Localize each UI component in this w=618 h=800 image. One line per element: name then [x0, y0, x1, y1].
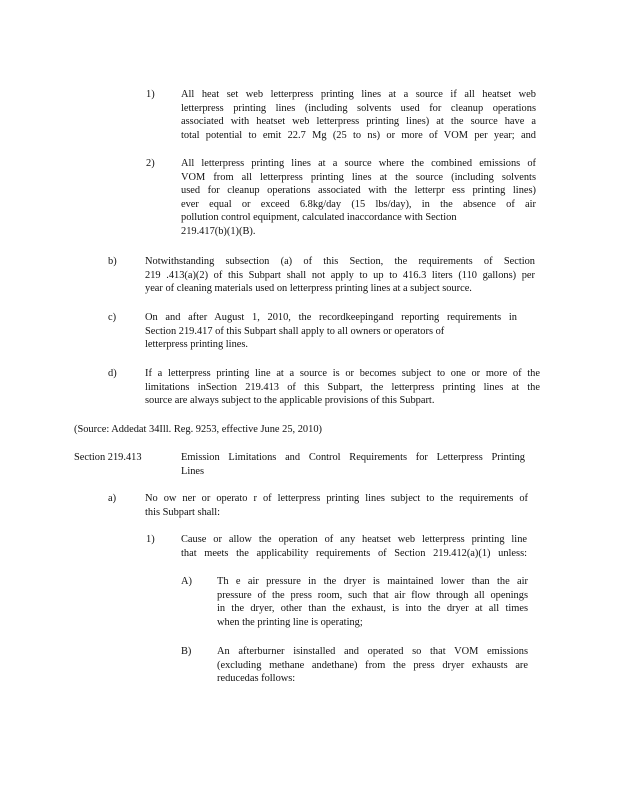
text-line: that meets the applicability requirements of Section 219.412(a)(1) unless:	[181, 547, 527, 559]
text-line: associated with heatset web letterpress printing lines) at the source have a	[181, 116, 536, 128]
subsection-c	[145, 311, 517, 352]
text-line: VOM from all letterpress printing lines at the source (including solvents	[181, 171, 536, 183]
subsection-d	[145, 367, 540, 408]
text-line: ever equal or exceed 6.8kg/day (15 lbs/day), in the absence of air	[181, 198, 536, 210]
paragraph-label: a)	[108, 493, 117, 504]
text-line: source are always subject to the applicable provisions of this Subpart.	[145, 395, 435, 407]
paragraph-label: d)	[108, 368, 117, 379]
text-line: Emission Limitations and Control Requirements for Letterpress Printing	[181, 452, 525, 463]
text-line: this Subpart shall:	[145, 506, 221, 518]
text-line: An afterburner isinstalled and operated so that VOM emissions	[217, 646, 528, 657]
subsection-a	[145, 492, 528, 519]
text-line: letterpress printing lines (including solvents used for cleanup operations	[181, 102, 536, 114]
text-line: Section 219.417 of this Subpart shall apply to all owners or operators of	[145, 325, 445, 337]
paragraph-label: 2)	[146, 158, 155, 169]
text-line: Th e air pressure in the dryer is maintained lower than the air	[217, 576, 528, 587]
paragraph-label: A)	[181, 576, 192, 587]
text-line: when the printing line is operating;	[217, 616, 363, 628]
text-line: If a letterpress printing line at a source is or becomes subject to one or more of the	[145, 368, 540, 379]
text-line: in the dryer, other than the exhaust, is into the dryer at all times	[217, 603, 528, 615]
text-line: pressure of the press room, such that air flow through all openings	[217, 589, 528, 601]
text-line: used for cleanup operations associated with the letterpr ess printing lines)	[181, 185, 536, 197]
text-line: total potential to emit 22.7 Mg (25 to ns) or more of VOM per year; and	[181, 129, 536, 141]
source-note: (Source: Addedat 34Ill. Reg. 9253, effective June 25, 2010)	[74, 424, 322, 435]
text-line: All heat set web letterpress printing lines at a source if all heatset web	[181, 89, 536, 100]
subsection-a-1	[181, 533, 527, 560]
section-number: Section 219.413	[74, 452, 142, 463]
text-line: 219 .413(a)(2) of this Subpart shall not apply to up to 416.3 liters (110 gallons) per	[145, 269, 535, 281]
text-line: pollution control equipment, calculated inaccordance with Section	[181, 212, 457, 224]
paragraph-1	[181, 88, 536, 142]
paragraph-label: 1)	[146, 89, 155, 100]
paragraph-label: b)	[108, 256, 117, 267]
section-title	[181, 451, 525, 478]
subsection-a-1-A	[217, 575, 528, 629]
text-line: (excluding methane andethane) from the press dryer exhausts are	[217, 659, 528, 671]
subsection-a-1-B	[217, 645, 528, 686]
text-line: No ow ner or operato r of letterpress printing lines subject to the requirements of	[145, 493, 528, 504]
text-line: All letterpress printing lines at a source where the combined emissions of	[181, 158, 536, 169]
text-line: 219.417(b)(1)(B).	[181, 225, 256, 237]
text-line: limitations inSection 219.413 of this Subpart, the letterpress printing lines at the	[145, 381, 540, 393]
paragraph-label: c)	[108, 312, 117, 323]
text-line: On and after August 1, 2010, the recordkeepingand reporting requirements in	[145, 312, 517, 323]
paragraph-label: B)	[181, 646, 192, 657]
text-line: reducedas follows:	[217, 673, 296, 685]
text-line: Notwithstanding subsection (a) of this Section, the requirements of Section	[145, 256, 535, 267]
text-line: Cause or allow the operation of any heatset web letterpress printing line	[181, 534, 527, 545]
text-line: Lines	[181, 465, 205, 477]
text-line: year of cleaning materials used on letterpress printing lines at a subject source.	[145, 283, 472, 295]
text-line: letterpress printing lines.	[145, 339, 249, 351]
subsection-b	[145, 255, 535, 296]
paragraph-label: 1)	[146, 534, 155, 545]
paragraph-2	[181, 157, 536, 239]
